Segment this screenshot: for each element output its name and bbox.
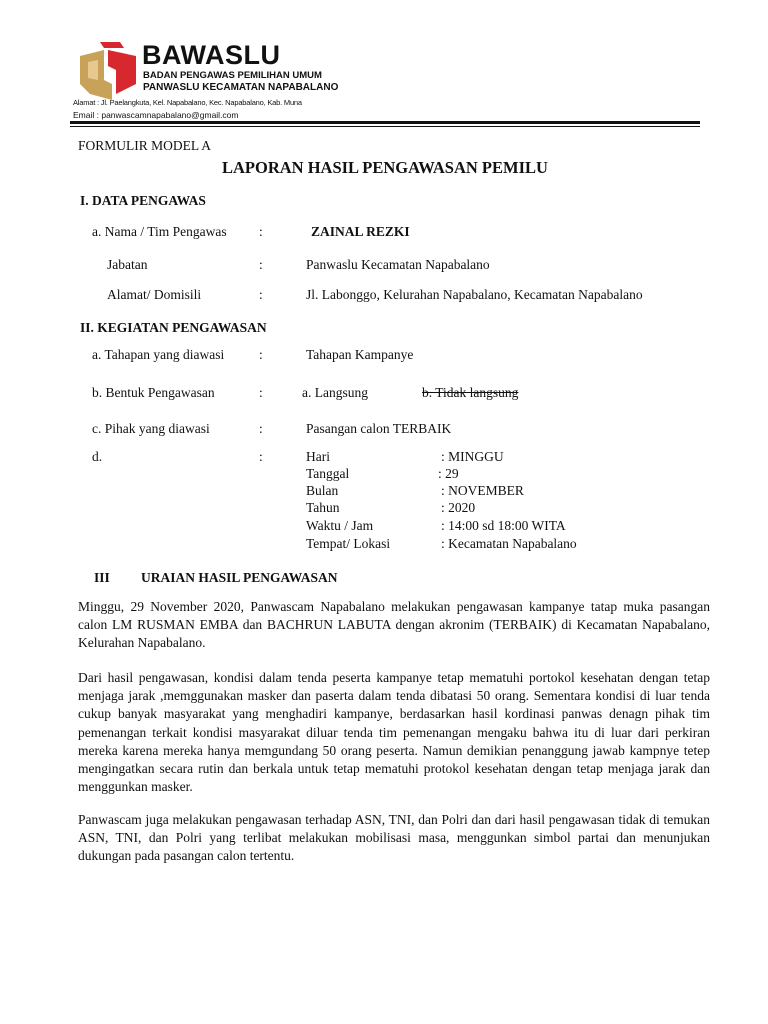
logo-red-wing — [108, 50, 136, 94]
detail-tahun-label: Tahun — [306, 500, 340, 515]
detail-hari-label: Hari — [306, 449, 330, 464]
alamat-colon: : — [259, 287, 263, 302]
logo-gold-inner — [88, 60, 98, 80]
pihak-colon: : — [259, 421, 263, 436]
alamat-value: Jl. Labonggo, Kelurahan Napabalano, Kecamatan Napabalano — [306, 287, 643, 302]
detail-colon: : — [259, 449, 263, 464]
paragraph-2: Dari hasil pengawasan, kondisi dalam tenda peserta kampanye tetap mematuhi portokol kesehatan dengan tetap menjaga jarak ,memggunakan masker dan paserta dalam tenda dibatasi 50 orang. Sementara kondisi di luar tenda cukup banyak masyarakat yang menghadiri kampanye, berdasarkan hasil kordinasi panwas denagn pihak tim pemenangan terkait kondisi masyarakat diluar tenda tim pemenangan mengaku bahwa itu di luar dari perkiran mereka karena mereka hanya memgundang 50 orang peserta. Namun demikian penanggung jawab kampnye tetep mengingatkan secara rutin dan berkala untuk tetap mematuhi protokol kesehatan dengan tetap menjaga jarak dan menggunkan masker. — [78, 670, 710, 795]
detail-tempat-value: : Kecamatan Napabalano — [441, 536, 577, 551]
email: Email : panwascamnapabalano@gmail.com — [73, 110, 239, 120]
org-name: BAWASLU — [142, 40, 281, 70]
bentuk-colon: : — [259, 385, 263, 400]
section3-number: III — [94, 570, 110, 585]
nama-label: a. Nama / Tim Pengawas — [92, 224, 227, 239]
org-full-name: BADAN PENGAWAS PEMILIHAN UMUM — [143, 70, 322, 81]
section3-heading: URAIAN HASIL PENGAWASAN — [141, 570, 338, 585]
jabatan-colon: : — [259, 257, 263, 272]
detail-bulan-label: Bulan — [306, 483, 339, 498]
bentuk-option-tidak-langsung: b. Tidak langsung — [422, 385, 519, 400]
header-rule-thick — [70, 121, 700, 124]
bentuk-label: b. Bentuk Pengawasan — [92, 385, 215, 400]
detail-bulan-value: : NOVEMBER — [441, 483, 524, 498]
tahapan-value: Tahapan Kampanye — [306, 347, 414, 362]
form-label: FORMULIR MODEL A — [78, 138, 212, 153]
address: Alamat : Jl. Paelangkuta, Kel. Napabalano, Kec. Napabalano, Kab. Muna — [73, 98, 302, 107]
section2-heading: II. KEGIATAN PENGAWASAN — [80, 320, 267, 335]
detail-tanggal-value: : 29 — [438, 466, 459, 481]
document-title: LAPORAN HASIL PENGAWASAN PEMILU — [222, 158, 548, 177]
paragraph-1: Minggu, 29 November 2020, Panwascam Napabalano melakukan pengawasan kampanye tatap muka pasangan calon LM RUSMAN EMBA dan BACHRUN LABUTA dengan akronim (TERBAIK) di Kecamatan Napabalano, Kelurahan Napabalano. — [78, 599, 710, 651]
alamat-label: Alamat/ Domisili — [107, 287, 202, 302]
jabatan-value: Panwaslu Kecamatan Napabalano — [306, 257, 490, 272]
section1-heading: I. DATA PENGAWAS — [80, 193, 206, 208]
tahapan-label: a. Tahapan yang diawasi — [92, 347, 225, 362]
unit-name: PANWASLU KECAMATAN NAPABALANO — [143, 82, 339, 93]
nama-colon: : — [259, 224, 263, 239]
detail-hari-value: : MINGGU — [441, 449, 504, 464]
detail-tahun-value: : 2020 — [441, 500, 476, 515]
bawaslu-logo — [78, 40, 138, 102]
paragraph-3: Panwascam juga melakukan pengawasan terhadap ASN, TNI, dan Polri dan dari hasil pengawasan tidak di temukan ASN, TNI, dan Polri yang terlibat melakukan mobilisasi masa, menggunkan simbol partai dan menunjukan dukungan pada pasangan calon tertentu. — [78, 812, 710, 864]
header-rule-thin — [70, 126, 700, 127]
nama-value: ZAINAL REZKI — [311, 224, 410, 239]
jabatan-label: Jabatan — [107, 257, 148, 272]
bentuk-option-langsung: a. Langsung — [302, 385, 368, 400]
pihak-value: Pasangan calon TERBAIK — [306, 421, 452, 436]
pihak-label: c. Pihak yang diawasi — [92, 421, 210, 436]
detail-label: d. — [92, 449, 103, 464]
detail-waktu-value: : 14:00 sd 18:00 WITA — [441, 518, 566, 533]
tahapan-colon: : — [259, 347, 263, 362]
detail-tanggal-label: Tanggal — [306, 466, 350, 481]
logo-red-shape — [100, 42, 124, 48]
detail-waktu-label: Waktu / Jam — [306, 518, 374, 533]
detail-tempat-label: Tempat/ Lokasi — [306, 536, 391, 551]
